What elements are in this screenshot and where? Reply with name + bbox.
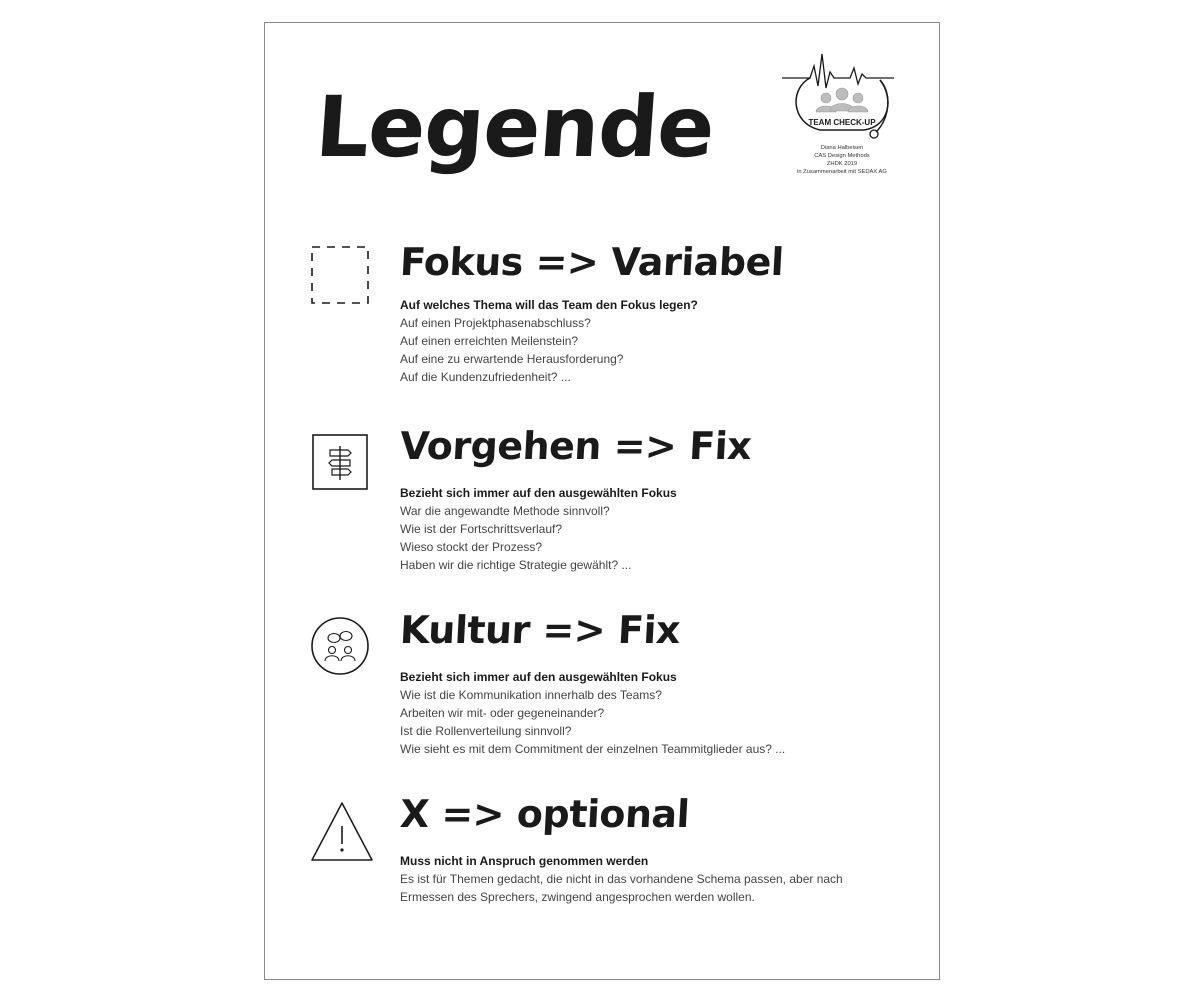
section-body xyxy=(400,296,870,386)
people-talking-icon xyxy=(310,616,370,676)
section-body xyxy=(400,852,870,906)
logo-credit xyxy=(780,144,904,176)
page-title: Legende xyxy=(312,78,717,176)
section-line: Arbeiten wir mit- oder gegeneinander? xyxy=(400,706,605,720)
section-lead: Auf welches Thema will das Team den Fokus legen? xyxy=(400,298,698,312)
section-body xyxy=(400,484,870,574)
credit-line: Diana Halbeisen xyxy=(820,145,864,151)
section-heading: Vorgehen => Fix xyxy=(398,424,753,468)
section-lead: Bezieht sich immer auf den ausgewählten Fokus xyxy=(400,670,677,684)
section-line: Ermessen des Sprechers, zwingend angesprochen werden wollen. xyxy=(400,890,755,904)
section-heading: Kultur => Fix xyxy=(398,608,682,652)
stethoscope-logo-icon xyxy=(780,48,904,144)
section-line: Auf einen Projektphasenabschluss? xyxy=(400,316,591,330)
section-line: Ist die Rollenverteilung sinnvoll? xyxy=(400,724,572,738)
dashed-square-icon xyxy=(310,245,370,305)
section-line: Wieso stockt der Prozess? xyxy=(400,540,543,554)
section-line: War die angewandte Methode sinnvoll? xyxy=(400,504,610,518)
section-lead: Bezieht sich immer auf den ausgewählten Fokus xyxy=(400,486,677,500)
section-body xyxy=(400,668,870,758)
section-line: Auf eine zu erwartende Herausforderung? xyxy=(400,352,624,366)
credit-line: ZHDK 2019 xyxy=(826,161,858,167)
section-line: Haben wir die richtige Strategie gewählt? ... xyxy=(400,558,632,572)
signpost-icon xyxy=(310,432,370,492)
team-checkup-logo xyxy=(780,48,904,193)
section-line: Wie ist der Fortschrittsverlauf? xyxy=(400,522,563,536)
section-line: Es ist für Themen gedacht, die nicht in das vorhandene Schema passen, aber nach xyxy=(400,872,843,886)
credit-line: CAS Design Methods xyxy=(814,153,870,159)
section-heading: X => optional xyxy=(398,792,691,836)
logo-wordmark: TEAM CHECK-UP xyxy=(808,118,876,127)
credit-line: in Zusammenarbeit mit SEDAX AG xyxy=(797,169,887,175)
section-line: Wie ist die Kommunikation innerhalb des Teams? xyxy=(400,688,662,702)
section-heading: Fokus => Variabel xyxy=(398,240,785,284)
section-line: Auf einen erreichten Meilenstein? xyxy=(400,334,579,348)
section-lead: Muss nicht in Anspruch genommen werden xyxy=(400,854,649,868)
section-line: Auf die Kundenzufriedenheit? ... xyxy=(400,370,571,384)
warning-triangle-icon xyxy=(310,800,370,860)
section-line: Wie sieht es mit dem Commitment der einzelnen Teammitglieder aus? ... xyxy=(400,742,786,756)
